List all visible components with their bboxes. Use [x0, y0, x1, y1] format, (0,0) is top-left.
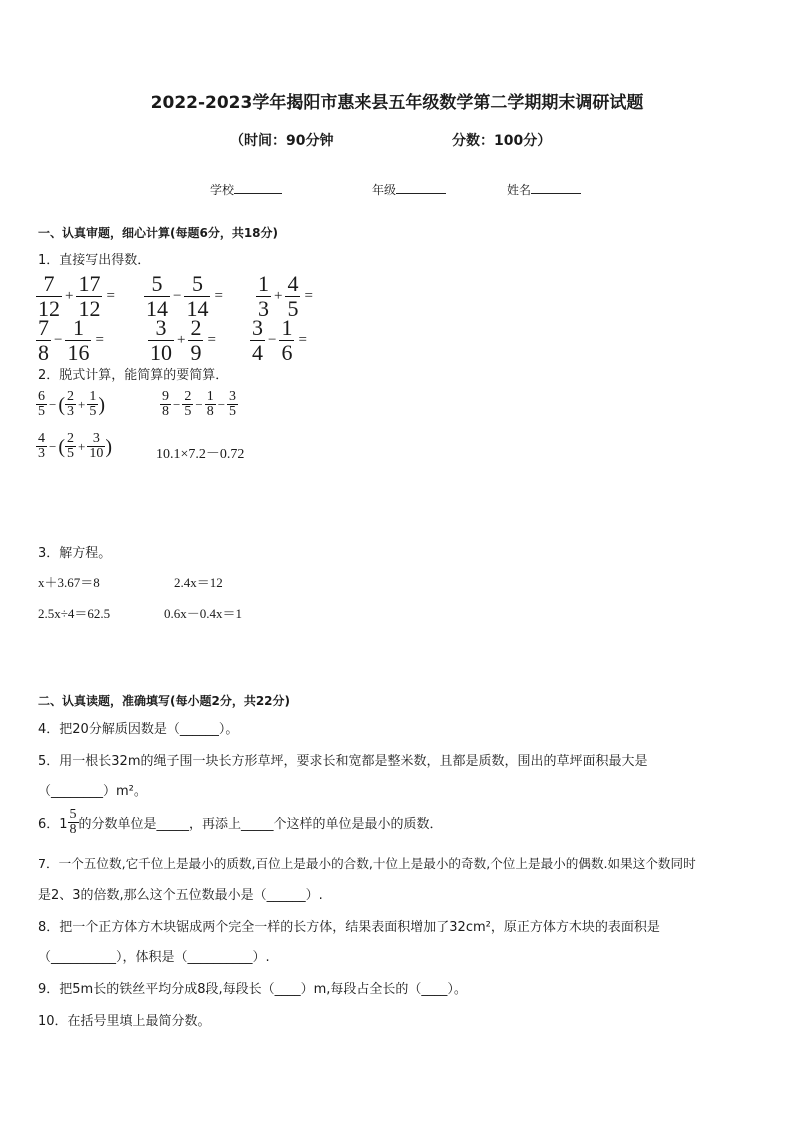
question-5-line-2: （________）m²。 [38, 784, 147, 799]
question-9: 9．把5m长的铁丝平均分成8段,每段长（____）m,每段占全长的（____）。 [38, 982, 467, 997]
school-blank[interactable] [234, 181, 282, 194]
grade-label: 年级 [372, 183, 397, 197]
section-2-heading: 二、认真读题，准确填写(每小题2分，共22分) [38, 694, 291, 708]
fraction: $\frac{1}{3}$ [258, 271, 269, 321]
fraction: $\frac{3}{5}$ [229, 389, 237, 419]
q2-expr-3: $\frac{4}{3}$ − ( $\frac{2}{5}$ + $\frac{3}{10}$ ) [38, 431, 113, 461]
fraction: $\frac{7}{8}$ [38, 315, 49, 365]
q2-expr-1: $\frac{6}{5}$ − ( $\frac{2}{3}$ + $\frac{1}{5}$ ) [38, 389, 106, 419]
name-label: 姓名 [507, 183, 532, 197]
exam-time: （时间：90分钟 [230, 133, 334, 149]
question-6: 6．1 $\frac{5}{8}$ 的分数单位是_____，再添上_____个这样的单位是最小的质数． [38, 807, 443, 837]
question-3-label: 3．解方程。 [38, 546, 112, 561]
fraction: $\frac{3}{4}$ [252, 315, 263, 365]
fraction: $\frac{1}{5}$ [89, 389, 97, 419]
fraction: $\frac{1}{8}$ [206, 389, 214, 419]
fraction: $\frac{1}{16}$ [67, 315, 90, 365]
question-7-line-1: 7．一个五位数,它千位上是最小的质数,百位上是最小的合数,十位上是最小的奇数,个位上是最小的偶数.如果这个数同时 [38, 856, 696, 871]
q3-equation-4: 0.6x－0.4x＝1 [164, 606, 243, 621]
q2-expr-2: $\frac{9}{8}$ − $\frac{2}{5}$ − $\frac{1}{8}$ − $\frac{3}{5}$ [162, 389, 237, 419]
question-4: 4．把20分解质因数是（______）。 [38, 722, 239, 737]
fraction: $\frac{2}{5}$ [184, 389, 192, 419]
fraction: $\frac{2}{9}$ [190, 315, 202, 365]
question-8-line-2: （__________），体积是（__________）. [38, 950, 270, 965]
q3-equation-3: 2.5x÷4＝62.5 [38, 606, 111, 621]
question-7-line-2: 是2、3的倍数,那么这个五位数最小是（______）. [38, 888, 323, 903]
question-8-line-1: 8．把一个正方体方木块锯成两个完全一样的长方体，结果表面积增加了32cm²，原正方体方木块的表面积是 [38, 920, 660, 935]
fraction: $\frac{1}{6}$ [281, 315, 293, 365]
fraction: $\frac{2}{5}$ [67, 431, 75, 461]
q3-equation-1: x＋3.67＝8 [38, 575, 100, 590]
q2-expr-4: 10.1×7.2－0.72 [156, 447, 245, 462]
fraction: $\frac{9}{8}$ [162, 389, 169, 419]
q1-expr-5: $\frac{3}{10}$ + $\frac{2}{9}$ = [150, 315, 216, 365]
fraction: $\frac{4}{3}$ [38, 431, 45, 461]
section-1-heading: 一、认真审题，细心计算(每题6分，共18分) [38, 226, 279, 240]
question-10: 10．在括号里填上最简分数。 [38, 1014, 211, 1029]
fraction: $\frac{7}{12}$ [38, 271, 60, 321]
q1-expr-6: $\frac{3}{4}$ − $\frac{1}{6}$ = [252, 315, 307, 365]
q3-equation-2: 2.4x＝12 [174, 575, 223, 590]
question-1-label: 1．直接写出得数． [38, 253, 151, 268]
school-field [210, 181, 282, 198]
fraction: $\frac{5}{8}$ [69, 807, 77, 837]
question-5-line-1: 5．用一根长32m的绳子围一块长方形草坪，要求长和宽都是整米数，且都是质数，围出的草坪面积最大是 [38, 754, 648, 769]
fraction: $\frac{5}{14}$ [146, 271, 168, 321]
fraction: $\frac{17}{12}$ [78, 271, 101, 321]
question-2-label: 2．脱式计算，能简算的要简算． [38, 368, 229, 383]
page-title: 2022-2023学年揭阳市惠来县五年级数学第二学期期末调研试题 [150, 93, 644, 113]
name-blank[interactable] [531, 181, 581, 194]
fraction: $\frac{5}{14}$ [186, 271, 209, 321]
fraction: $\frac{2}{3}$ [67, 389, 75, 419]
grade-field [372, 181, 446, 198]
school-label: 学校 [210, 183, 235, 197]
fraction: $\frac{3}{10}$ [89, 431, 104, 461]
q1-expr-3: $\frac{1}{3}$ + $\frac{4}{5}$ = [258, 271, 313, 321]
fraction: $\frac{6}{5}$ [38, 389, 45, 419]
name-field [507, 181, 581, 198]
grade-blank[interactable] [396, 181, 446, 194]
q1-expr-4: $\frac{7}{8}$ − $\frac{1}{16}$ = [38, 315, 104, 365]
q1-expr-1: $\frac{7}{12}$ + $\frac{17}{12}$ = [38, 271, 115, 321]
q1-expr-2: $\frac{5}{14}$ − $\frac{5}{14}$ = [146, 271, 223, 321]
fraction: $\frac{3}{10}$ [150, 315, 172, 365]
exam-score: 分数：100分） [452, 133, 552, 149]
fraction: $\frac{4}{5}$ [287, 271, 299, 321]
